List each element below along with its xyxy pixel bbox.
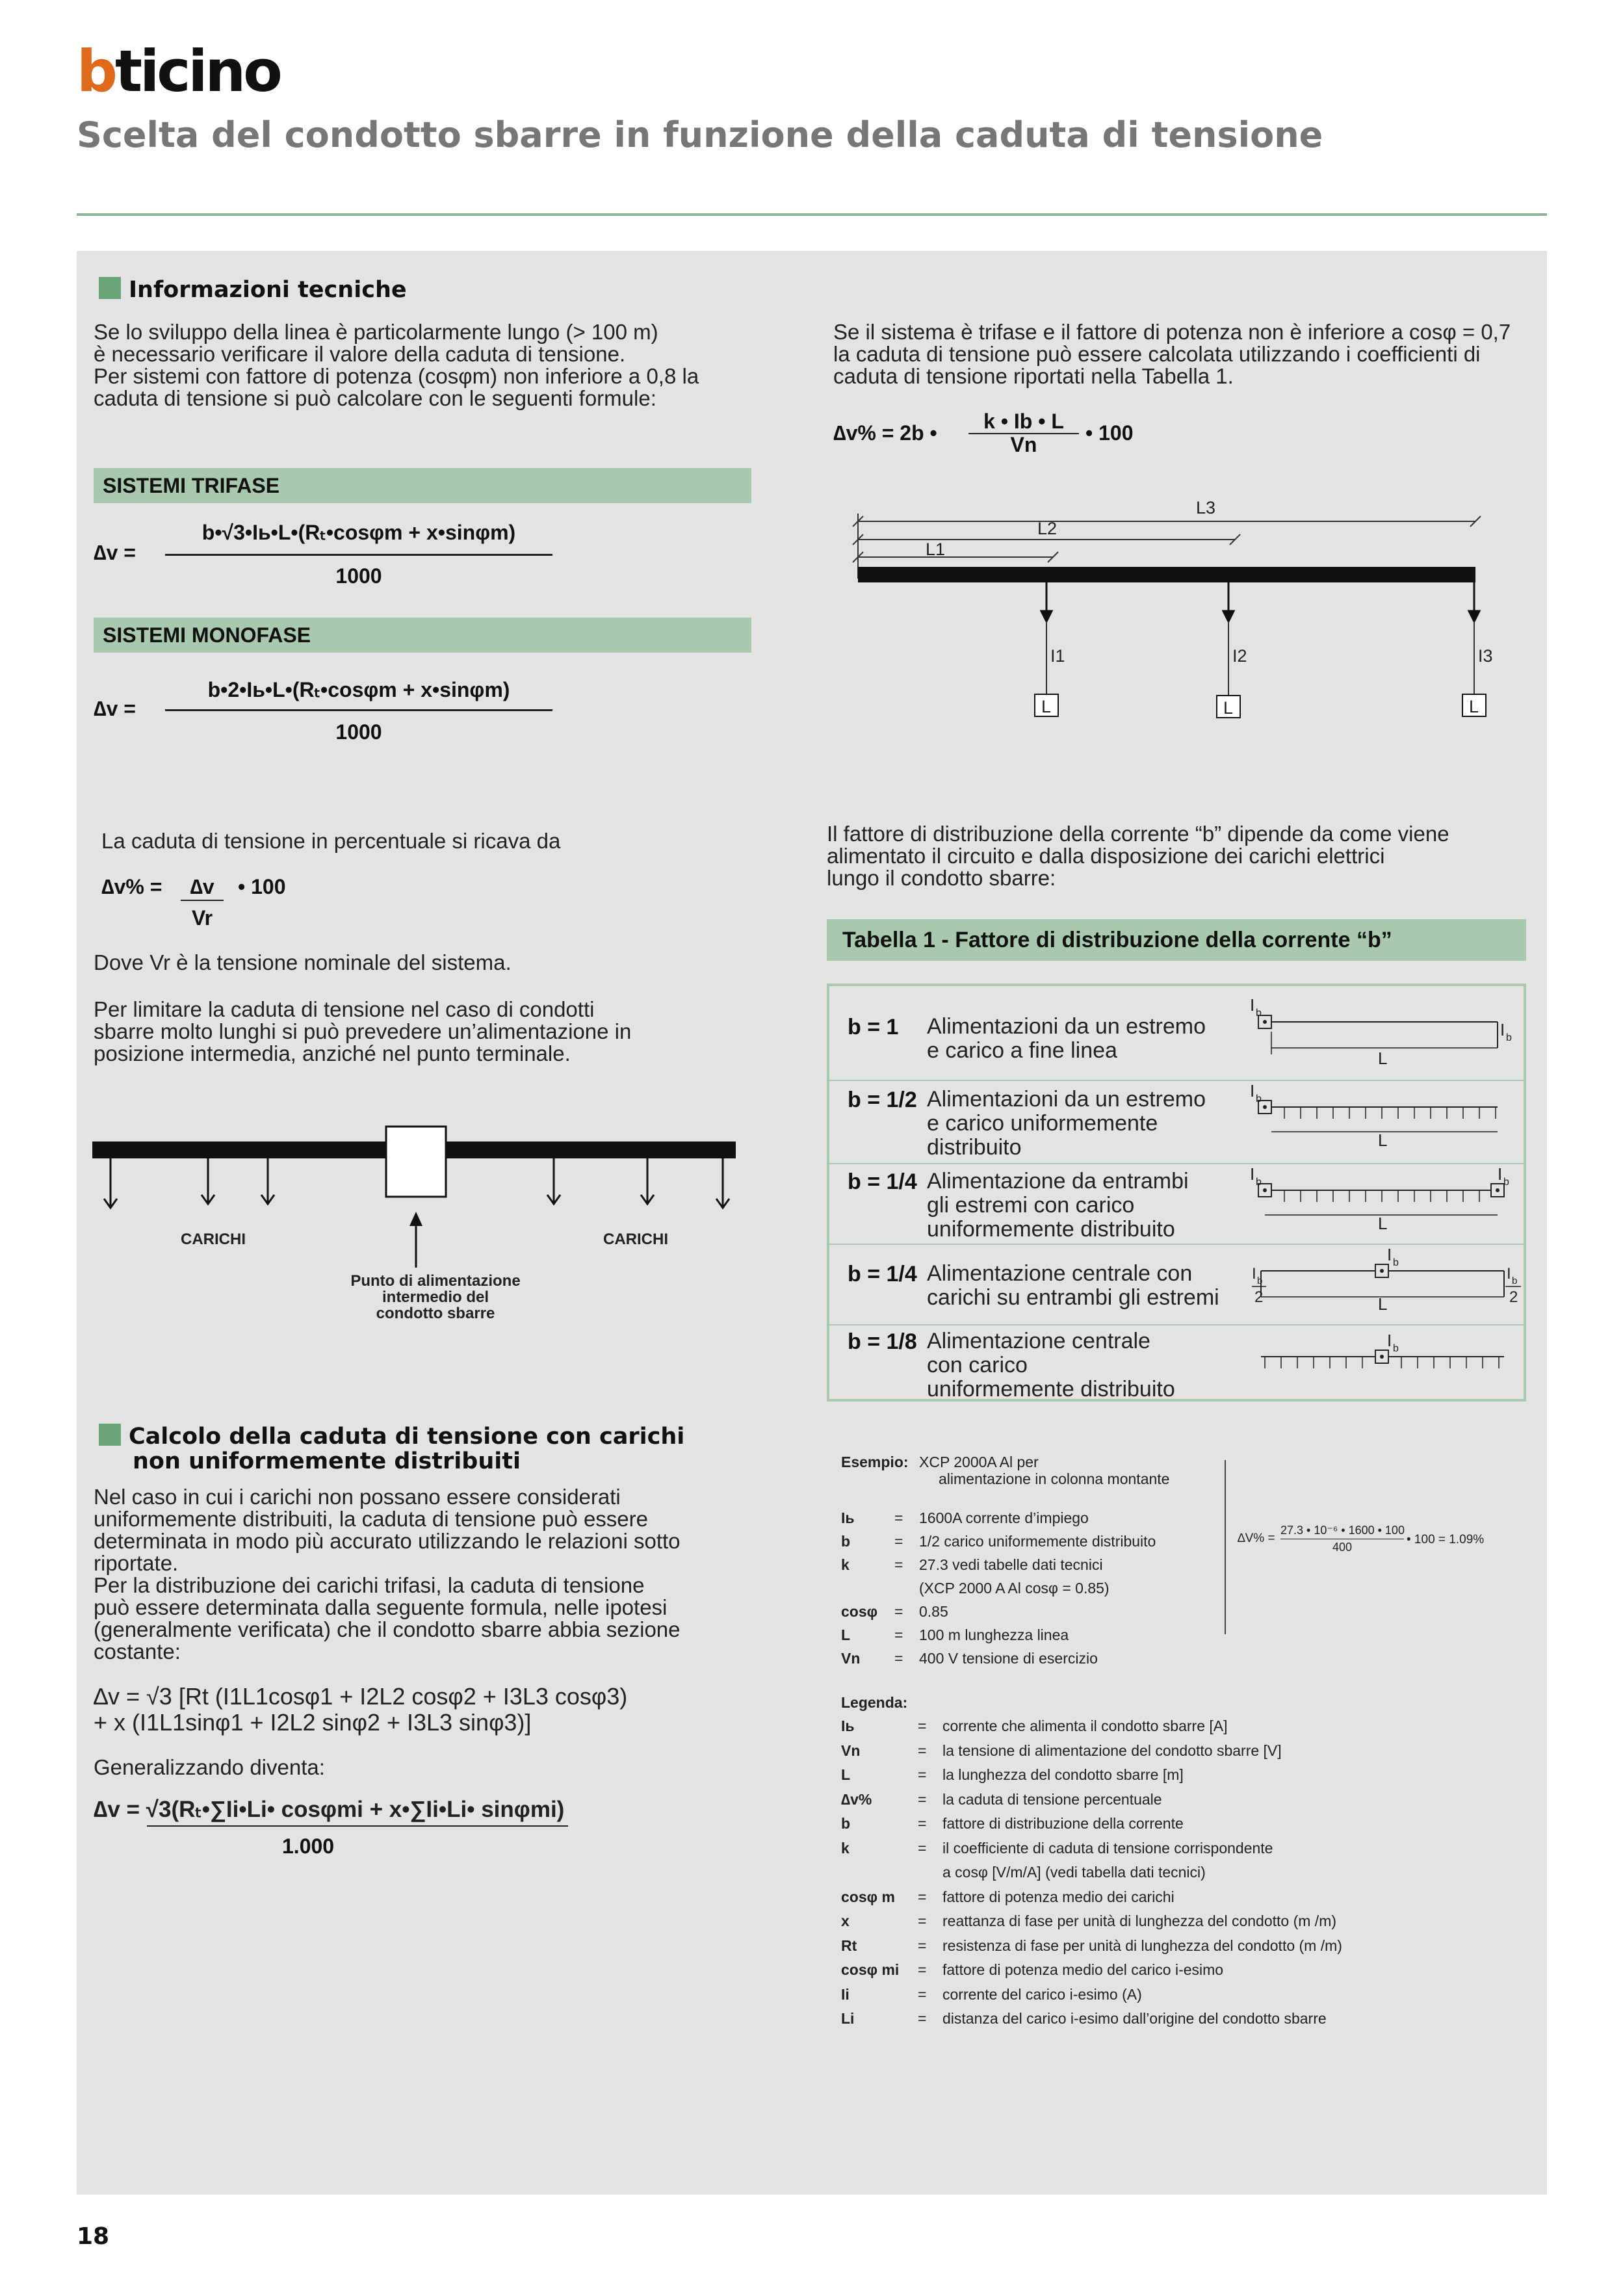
example-list xyxy=(841,1509,1205,1673)
svg-text:L: L xyxy=(1378,1049,1388,1068)
label-I1: I1 xyxy=(1050,646,1065,666)
svg-text:b: b xyxy=(1256,1093,1262,1104)
generalizing-text: Generalizzando diventa: xyxy=(94,1755,325,1779)
loads-distance-diagram xyxy=(845,494,1495,735)
svg-text:b: b xyxy=(1256,1008,1262,1019)
svg-text:b: b xyxy=(1506,1032,1512,1043)
fraction-line xyxy=(165,554,552,556)
monofase-lhs: ∆v = xyxy=(94,697,136,720)
list-item: L = la lunghezza del condotto sbarre [m] xyxy=(841,1766,1184,1783)
b1-diagram xyxy=(1252,993,1518,1071)
svg-text:L: L xyxy=(1378,1294,1388,1314)
fraction-line xyxy=(165,709,552,711)
list-item: cosφ mi = fattore di potenza medio del carico i-esimo xyxy=(841,1961,1224,1978)
coeff-formula-multiplier: • 100 xyxy=(1085,421,1134,445)
svg-text:I: I xyxy=(1500,1020,1505,1039)
svg-text:b: b xyxy=(1512,1275,1518,1286)
page-title: Scelta del condotto sbarre in funzione della caduta di tensione xyxy=(77,114,1323,155)
general-formula-numerator: ∆v = √3(Rₜ•∑Ii•Li• cosφmi + x•∑Ii•Li• sinφmi) xyxy=(94,1797,565,1822)
list-item: Vn = 400 V tensione di esercizio xyxy=(841,1650,1098,1667)
label-L1: L1 xyxy=(926,540,946,559)
carichi-right-label: CARICHI xyxy=(603,1231,668,1248)
fraction-line xyxy=(147,1825,568,1827)
perc-denominator: Vr xyxy=(191,906,213,930)
example-label: Esempio: xyxy=(841,1454,909,1470)
page-number: 18 xyxy=(77,2223,110,2250)
nonuniform-formula: ∆v = √3 [Rt (I1L1cosφ1 + I2L2 cosφ2 + I3L3 cosφ3) + x (I1L1sinφ1 + I2L2 sinφ2 + I3L3 sinφ3)] xyxy=(94,1683,628,1736)
list-item: cosφ = 0.85 xyxy=(841,1603,948,1620)
b1-4-central-diagram xyxy=(1252,1245,1522,1323)
list-item: Iь = corrente che alimenta il condotto sbarre [A] xyxy=(841,1717,1228,1734)
list-item: k = il coefficiente di caduta di tensione corrispondente xyxy=(841,1839,1273,1857)
trifase-numerator: b•√3•Iь•L•(Rₜ•cosφm + x•sinφm) xyxy=(201,521,516,544)
svg-text:L: L xyxy=(1378,1214,1388,1233)
section-bullet-icon xyxy=(99,277,121,299)
svg-text:I: I xyxy=(1252,1265,1256,1283)
list-item: Rt = resistenza di fase per unità di lunghezza del condotto (m /m) xyxy=(841,1937,1342,1954)
perc-numerator: ∆v xyxy=(190,875,214,898)
table-title: Tabella 1 - Fattore di distribuzione della corrente “b” xyxy=(827,919,1526,961)
list-item: L = 100 m lunghezza linea xyxy=(841,1626,1069,1643)
list-item: x = reattanza di fase per unità di lunghezza del condotto (m /m) xyxy=(841,1912,1337,1929)
svg-text:I: I xyxy=(1507,1265,1511,1283)
table-row: b = 1/4 Alimentazione da entrambi gli estremi con carico uniformemente distribuito I b I b L xyxy=(829,1163,1524,1244)
svg-text:b: b xyxy=(1503,1177,1509,1188)
svg-text:I: I xyxy=(1250,1164,1255,1184)
bticino-logo: bticino xyxy=(77,38,280,105)
list-item: Iь = 1600A corrente d’impiego xyxy=(841,1509,1089,1526)
svg-text:b: b xyxy=(1393,1257,1399,1268)
table-row: b = 1/4 Alimentazione centrale con carichi su entrambi gli estremi I b I b 2 I b 2 L xyxy=(829,1244,1524,1324)
monofase-band: SISTEMI MONOFASE xyxy=(94,618,751,653)
list-item: k = 27.3 vedi tabelle dati tecnici xyxy=(841,1556,1103,1573)
distribution-table xyxy=(827,984,1526,1402)
coeff-formula-denominator: Vn xyxy=(1010,433,1037,456)
svg-text:I: I xyxy=(1498,1164,1503,1184)
example-divider xyxy=(1225,1460,1226,1634)
carichi-left-label: CARICHI xyxy=(181,1231,246,1248)
nonuniform-text: Nel caso in cui i carichi non possano essere considerati uniformemente distribuiti, la caduta di tensione può essere determinata in modo più accurato utilizzando le relazioni sotto riportate. Per la distribuzione dei carichi trifasi, la caduta di tensione può essere determinata dalla seguente formula, nelle ipotesi (generalmente verificata) che il condotto sbarre abbia sezione costante: xyxy=(94,1485,681,1663)
trifase-lhs: ∆v = xyxy=(94,541,136,564)
example-calc-lhs: ∆V% = xyxy=(1238,1532,1275,1545)
svg-text:L: L xyxy=(1378,1130,1388,1150)
b1-4-ends-diagram xyxy=(1252,1164,1518,1242)
monofase-denominator: 1000 xyxy=(335,720,382,744)
legend-title: Legenda: xyxy=(841,1694,908,1711)
list-item: Ii = corrente del carico i-esimo (A) xyxy=(841,1985,1142,2003)
perc-intro: La caduta di tensione in percentuale si ricava da xyxy=(101,829,561,853)
load-label: L xyxy=(1469,697,1479,716)
example-calc-result: • 100 = 1.09% xyxy=(1407,1533,1485,1546)
load-label: L xyxy=(1223,698,1234,718)
info-intro: Se lo sviluppo della linea è particolarmente lungo (> 100 m) è necessario verificare il valore della caduta di tensione. Per sistemi con fattore di potenza (cosφm) non inferiore a 0,8 la caduta di tensione si può calcolare con le seguenti formule: xyxy=(94,320,699,410)
trifase-coeff-text: Se il sistema è trifase e il fattore di potenza non è inferiore a cosφ = 0,7 la caduta di tensione può essere calcolata utilizzando i coefficienti di caduta di tensione riportati nella Tabella 1. xyxy=(833,320,1511,388)
b1-8-diagram xyxy=(1252,1325,1518,1403)
legend-list xyxy=(841,1717,1530,2035)
svg-text:b: b xyxy=(1393,1343,1399,1354)
list-item: cosφ m = fattore di potenza medio dei carichi xyxy=(841,1888,1175,1905)
monofase-numerator: b•2•Iь•L•(Rₜ•cosφm + x•sinφm) xyxy=(207,678,510,701)
svg-text:b: b xyxy=(1256,1177,1262,1188)
example-calc-denominator: 400 xyxy=(1332,1541,1353,1554)
coeff-formula-numerator: k • Ib • L xyxy=(983,410,1064,433)
trifase-denominator: 1000 xyxy=(335,564,382,588)
section-bullet-icon xyxy=(99,1424,121,1446)
busbar xyxy=(858,567,1475,582)
label-I2: I2 xyxy=(1232,646,1247,666)
list-item: a cosφ [V/m/A] (vedi tabella dati tecnici) xyxy=(942,1864,1206,1881)
vr-note: Dove Vr è la tensione nominale del sistema. xyxy=(94,950,512,974)
list-item: b = 1/2 carico uniformemente distribuito xyxy=(841,1533,1156,1550)
list-item: Vn = la tensione di alimentazione del condotto sbarre [V] xyxy=(841,1742,1282,1759)
svg-text:I: I xyxy=(1387,1331,1392,1350)
feed-point-label: Punto di alimentazione intermedio del condotto sbarre xyxy=(350,1272,521,1322)
coeff-formula-lhs: ∆v% = 2b • xyxy=(833,421,937,445)
logo-rest: ticino xyxy=(115,38,280,105)
table-row: b = 1/8 Alimentazione centrale con carico uniformemente distribuito I b xyxy=(829,1324,1524,1402)
label-L3: L3 xyxy=(1196,498,1216,517)
load-label: L xyxy=(1041,697,1052,716)
nonuniform-heading: Calcolo della caduta di tensione con carichi xyxy=(99,1424,684,1450)
list-item: b = fattore di distribuzione della corrente xyxy=(841,1815,1184,1832)
label-L2: L2 xyxy=(1037,519,1058,538)
info-heading: Informazioni tecniche xyxy=(99,277,407,303)
svg-text:2: 2 xyxy=(1509,1288,1518,1306)
general-formula-denominator: 1.000 xyxy=(282,1834,335,1858)
feed-box xyxy=(386,1127,446,1197)
svg-text:I: I xyxy=(1250,995,1255,1015)
svg-text:2: 2 xyxy=(1254,1288,1264,1306)
fraction-line xyxy=(181,900,224,901)
b1-2-diagram xyxy=(1252,1081,1518,1159)
example-calc-numerator: 27.3 • 10⁻⁶ • 1600 • 100 xyxy=(1280,1524,1405,1537)
list-item: ∆v% = la caduta di tensione percentuale xyxy=(841,1790,1162,1808)
limit-text: Per limitare la caduta di tensione nel caso di condotti sbarre molto lunghi si può prevedere un’alimentazione in posizione intermedia, anziché nel punto terminale. xyxy=(94,997,632,1065)
trifase-band: SISTEMI TRIFASE xyxy=(94,468,751,503)
list-item: Li = distanza del carico i-esimo dall’origine del condotto sbarre xyxy=(841,2010,1327,2027)
svg-text:I: I xyxy=(1250,1081,1255,1101)
nonuniform-heading-2: non uniformemente distribuiti xyxy=(133,1448,521,1474)
label-I3: I3 xyxy=(1478,646,1493,666)
list-item: (XCP 2000 A Al cosφ = 0.85) xyxy=(919,1580,1110,1597)
perc-multiplier: • 100 xyxy=(238,875,286,898)
title-rule xyxy=(77,213,1547,216)
svg-text:b: b xyxy=(1257,1275,1263,1286)
table-row: b = 1/2 Alimentazioni da un estremo e carico uniformemente distribuito I b L xyxy=(829,1080,1524,1163)
distribution-text: Il fattore di distribuzione della corrente “b” dipende da come viene alimentato il circuito e dalla disposizione dei carichi elettrici lungo il condotto sbarre: xyxy=(827,822,1449,890)
svg-text:I: I xyxy=(1387,1245,1392,1264)
table-row: b = 1 Alimentazioni da un estremo e carico a fine linea I b I b L xyxy=(829,986,1524,1080)
perc-lhs: ∆v% = xyxy=(101,875,162,898)
example-description: XCP 2000A Al per alimentazione in colonna montante xyxy=(919,1454,1170,1487)
